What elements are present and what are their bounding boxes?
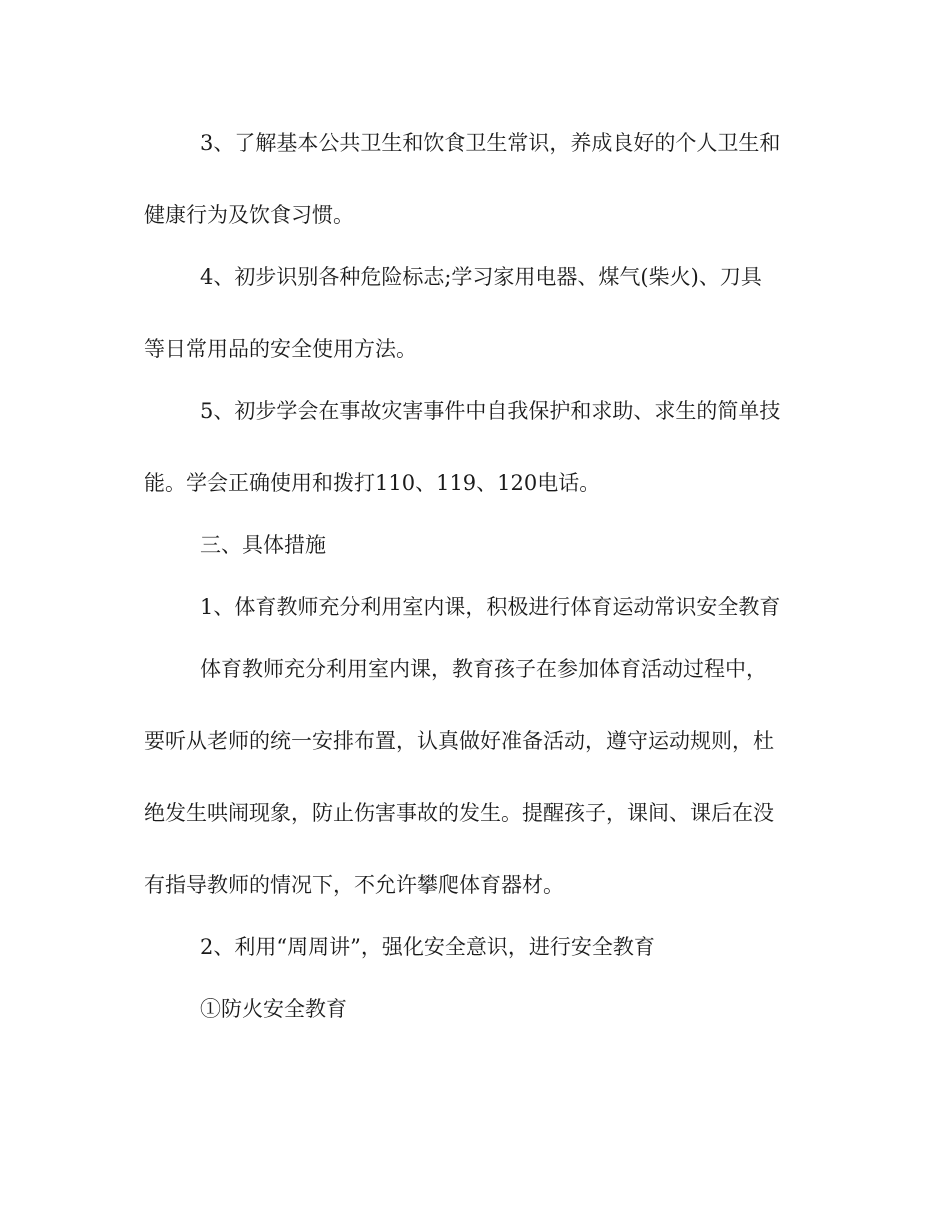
paragraph-item-5-line-1: 5、初步学会在事故灾害事件中自我保护和求助、求生的简单技	[200, 399, 781, 423]
paragraph-item-4-line-2: 等日常用品的安全使用方法。	[144, 337, 417, 361]
measure-1-body-line-1: 体育教师充分利用室内课，教育孩子在参加体育活动过程中，	[200, 657, 767, 681]
measure-1-body-line-4: 有指导教师的情况下，不允许攀爬体育器材。	[144, 873, 564, 897]
paragraph-item-3-line-2: 健康行为及饮食习惯。	[144, 203, 354, 227]
section-heading: 三、具体措施	[200, 533, 326, 557]
measure-1-body-line-3: 绝发生哄闹现象，防止伤害事故的发生。提醒孩子，课间、课后在没	[144, 801, 774, 825]
measure-2-heading: 2、利用“周周讲”，强化安全意识，进行安全教育	[200, 935, 655, 959]
fire-safety-item: ①防火安全教育	[200, 997, 347, 1021]
paragraph-item-3-line-1: 3、了解基本公共卫生和饮食卫生常识，养成良好的个人卫生和	[200, 131, 781, 155]
measure-1-heading: 1、体育教师充分利用室内课，积极进行体育运动常识安全教育	[200, 595, 781, 619]
measure-1-body-line-2: 要听从老师的统一安排布置，认真做好准备活动，遵守运动规则，杜	[144, 729, 774, 753]
paragraph-item-4-line-1: 4、初步识别各种危险标志;学习家用电器、煤气(柴火)、刀具	[200, 265, 762, 289]
paragraph-item-5-line-2: 能。学会正确使用和拨打110、119、120电话。	[144, 471, 601, 495]
